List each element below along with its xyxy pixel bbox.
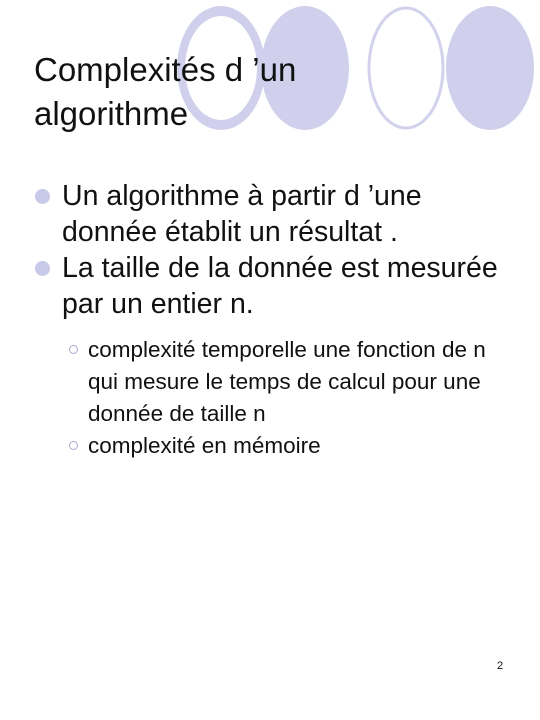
bullet-ring-icon <box>69 441 78 450</box>
sub-bullet-list <box>34 334 504 462</box>
slide-title: Complexités d ’un algorithme <box>34 51 297 132</box>
bullet-dot-icon <box>35 261 50 276</box>
sub-bullet-item <box>66 334 504 430</box>
bullet-ring-icon <box>69 345 78 354</box>
bullet-item <box>34 178 504 250</box>
bullet-text: La taille de la donnée est mesurée par un entier n. <box>62 252 498 320</box>
oval-4 <box>446 6 534 130</box>
bullet-dot-icon <box>35 189 50 204</box>
sub-bullet-text: complexité temporelle une fonction de n qui mesure le temps de calcul pour une donnée de taille n <box>88 337 486 426</box>
bullet-list <box>34 178 504 462</box>
bullet-text: Un algorithme à partir d ’une donnée établit un résultat . <box>62 180 422 248</box>
sub-bullet-text: complexité en mémoire <box>88 433 321 458</box>
sub-bullet-item <box>66 430 504 462</box>
bullet-item <box>34 250 504 322</box>
page-number: 2 <box>497 660 504 672</box>
